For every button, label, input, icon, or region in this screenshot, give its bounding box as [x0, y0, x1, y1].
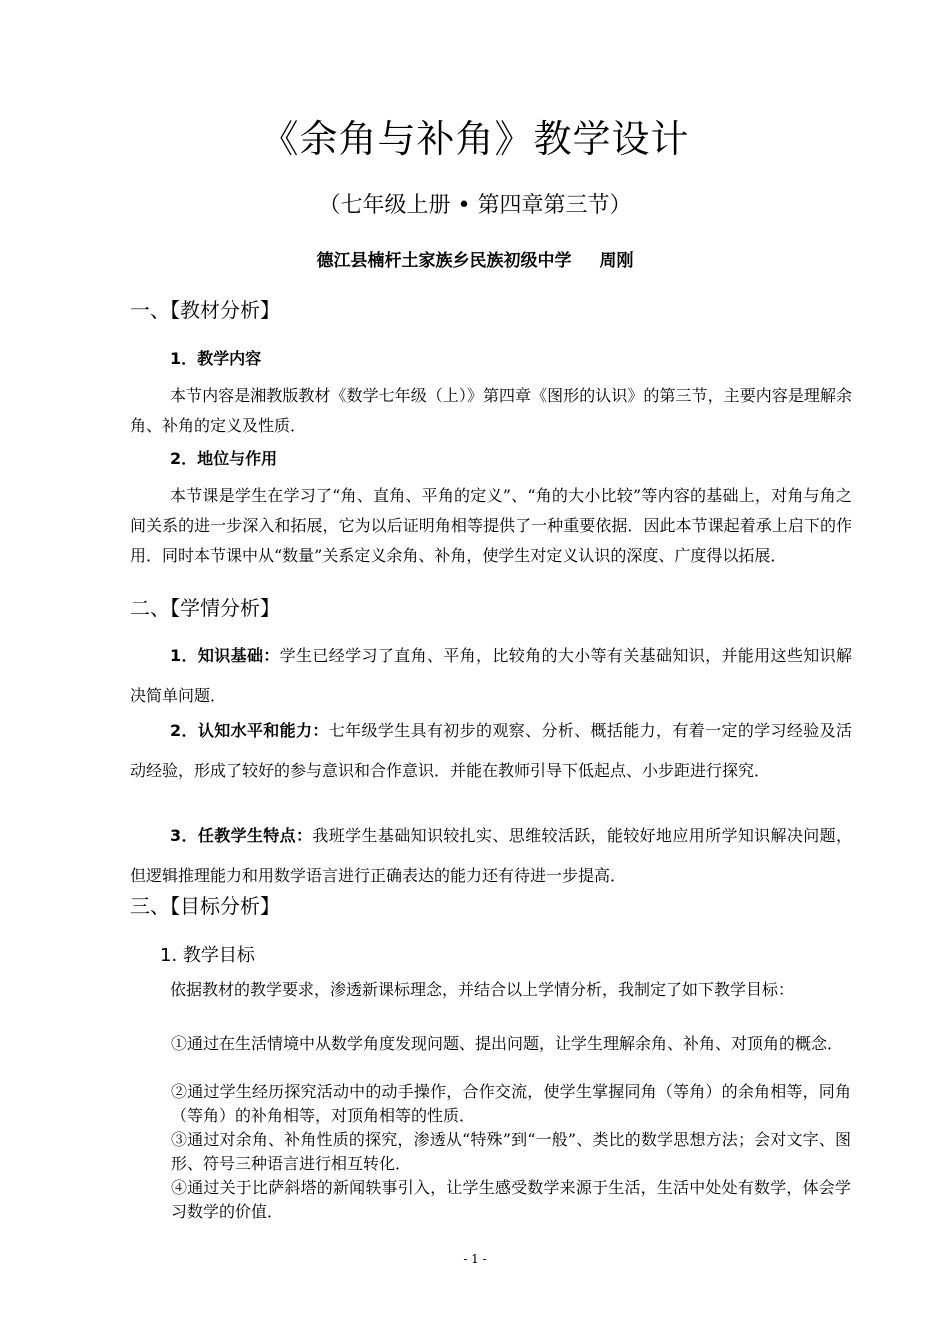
- author-school: 德江县楠杆土家族乡民族初级中学: [316, 251, 572, 271]
- goal-item: ④通过关于比萨斜塔的新闻轶事引入，让学生感受数学来源于生活，生活中处处有数学，体会学习数学的价值．: [171, 1178, 851, 1221]
- subsection-heading-teaching-goals: 1. 教学目标: [160, 945, 255, 966]
- section-heading-3: 三、【目标分析】: [130, 894, 280, 918]
- document-subtitle: （七年级上册 • 第四章第三节）: [318, 193, 632, 218]
- text-student-traits: 我班学生基础知识较扎实、思维较活跃，能较好地应用所学知识解决问题，但逻辑推理能力和用数学语言进行正确表达的能力还有待进一步提高．: [130, 826, 852, 885]
- paragraph-knowledge-basis: [130, 636, 852, 716]
- section-heading-1: 一、【教材分析】: [130, 298, 280, 322]
- author-name: 周刚: [599, 251, 634, 271]
- subsection-heading-role: 2．地位与作用: [170, 449, 278, 468]
- paragraph-cognitive-level: [130, 711, 852, 791]
- text-knowledge-basis: 学生已经学习了直角、平角，比较角的大小等有关基础知识，并能用这些知识解决简单问题．: [130, 646, 852, 705]
- paragraph-student-traits: [130, 816, 852, 896]
- label-knowledge-basis: 1．知识基础：: [170, 646, 280, 665]
- paragraph-role: 本节课是学生在学习了“角、直角、平角的定义”、“角的大小比较”等内容的基础上，对角与角之间关系的进一步深入和拓展，它为以后证明角相等提供了一种重要依据．因此本节课起着承上启下的作用．同时本节课中从“数量”关系定义余角、补角，使学生对定义认识的深度、广度得以拓展．: [130, 486, 852, 565]
- section-heading-2: 二、【学情分析】: [130, 596, 280, 620]
- goal-item: ③通过对余角、补角性质的探究，渗透从“特殊”到“一般”、类比的数学思想方法；会对文字、图形、符号三种语言进行相互转化．: [171, 1130, 851, 1173]
- subsection-heading-teaching-content: 1．教学内容: [170, 349, 262, 368]
- document-title: 《余角与补角》教学设计: [260, 117, 690, 161]
- goal-item: ①通过在生活情境中从数学角度发现问题、提出问题，让学生理解余角、补角、对顶角的概念．: [171, 1034, 844, 1053]
- label-cognitive-level: 2．认知水平和能力：: [170, 721, 329, 740]
- text-cognitive-level: 七年级学生具有初步的观察、分析、概括能力，有着一定的学习经验及活动经验，形成了较好的参与意识和合作意识．并能在教师引导下低起点、小步距进行探究．: [130, 721, 852, 780]
- goal-item: ②通过学生经历探究活动中的动手操作，合作交流，使学生掌握同角（等角）的余角相等，同角（等角）的补角相等，对顶角相等的性质．: [171, 1082, 851, 1125]
- label-student-traits: 3．任教学生特点：: [170, 826, 313, 845]
- paragraph-goals-intro: 依据教材的教学要求，渗透新课标理念，并结合以上学情分析，我制定了如下教学目标：: [170, 980, 795, 999]
- author-line: [0, 246, 950, 271]
- paragraph-teaching-content: 本节内容是湘教版教材《数学七年级（上）》第四章《图形的认识》的第三节，主要内容是理解余角、补角的定义及性质．: [130, 386, 852, 435]
- page-number: - 1 -: [463, 1252, 487, 1266]
